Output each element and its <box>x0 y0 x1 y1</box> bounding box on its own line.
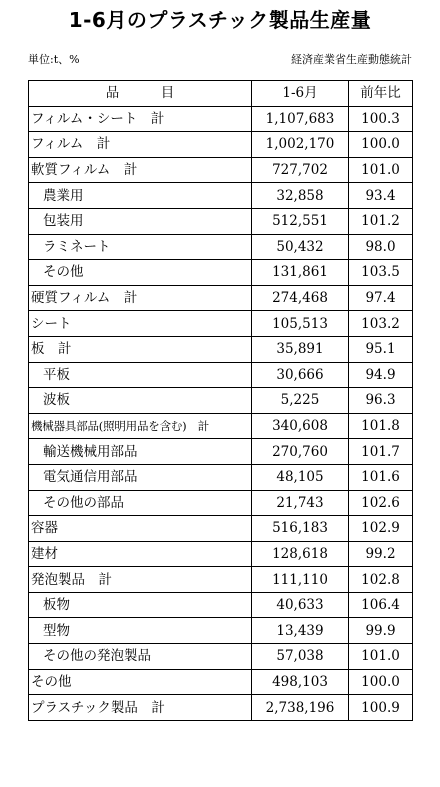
row-item: シート <box>29 311 252 337</box>
row-ratio: 101.7 <box>349 439 413 465</box>
table-row <box>29 311 413 337</box>
table-row <box>29 106 413 132</box>
row-ratio: 97.4 <box>349 285 413 311</box>
row-ratio: 101.2 <box>349 208 413 234</box>
table-row <box>29 362 413 388</box>
row-ratio: 98.0 <box>349 234 413 260</box>
row-item: 板物 <box>29 592 252 618</box>
row-value: 111,110 <box>252 567 349 593</box>
table-row <box>29 644 413 670</box>
row-value: 21,743 <box>252 490 349 516</box>
row-value: 35,891 <box>252 336 349 362</box>
table-row <box>29 208 413 234</box>
row-value: 1,107,683 <box>252 106 349 132</box>
table-row <box>29 516 413 542</box>
table-row <box>29 567 413 593</box>
row-value: 340,608 <box>252 413 349 439</box>
row-ratio: 101.0 <box>349 157 413 183</box>
row-value: 270,760 <box>252 439 349 465</box>
row-value: 105,513 <box>252 311 349 337</box>
row-item: 型物 <box>29 618 252 644</box>
table-row <box>29 336 413 362</box>
table-row <box>29 695 413 721</box>
row-ratio: 106.4 <box>349 592 413 618</box>
row-ratio: 96.3 <box>349 388 413 414</box>
row-item: 包装用 <box>29 208 252 234</box>
row-item: ラミネート <box>29 234 252 260</box>
row-value: 516,183 <box>252 516 349 542</box>
row-item: その他 <box>29 669 252 695</box>
row-ratio: 99.9 <box>349 618 413 644</box>
table-row <box>29 413 413 439</box>
row-item: 波板 <box>29 388 252 414</box>
row-item: その他 <box>29 260 252 286</box>
row-ratio: 100.3 <box>349 106 413 132</box>
header-ratio: 前年比 <box>349 81 413 107</box>
row-value: 50,432 <box>252 234 349 260</box>
row-ratio: 100.0 <box>349 132 413 158</box>
row-item: 容器 <box>29 516 252 542</box>
row-value: 32,858 <box>252 183 349 209</box>
table-row <box>29 260 413 286</box>
table-row <box>29 132 413 158</box>
row-value: 30,666 <box>252 362 349 388</box>
row-ratio: 102.6 <box>349 490 413 516</box>
row-ratio: 100.9 <box>349 695 413 721</box>
source-note: 経済産業省生産動態統計 <box>291 53 412 66</box>
unit-note: 単位:t、% <box>28 53 80 66</box>
row-item: プラスチック製品 計 <box>29 695 252 721</box>
row-item: 平板 <box>29 362 252 388</box>
table-row <box>29 618 413 644</box>
row-ratio: 94.9 <box>349 362 413 388</box>
row-item: フィルム 計 <box>29 132 252 158</box>
row-item: 板 計 <box>29 336 252 362</box>
production-table <box>28 80 413 721</box>
table-row <box>29 490 413 516</box>
row-value: 40,633 <box>252 592 349 618</box>
table-row <box>29 157 413 183</box>
row-value: 128,618 <box>252 541 349 567</box>
row-value: 274,468 <box>252 285 349 311</box>
row-item: 輸送機械用部品 <box>29 439 252 465</box>
table-row <box>29 541 413 567</box>
row-ratio: 100.0 <box>349 669 413 695</box>
row-item: 軟質フィルム 計 <box>29 157 252 183</box>
row-ratio: 101.0 <box>349 644 413 670</box>
row-ratio: 101.8 <box>349 413 413 439</box>
row-item: その他の発泡製品 <box>29 644 252 670</box>
header-value: 1-6月 <box>252 81 349 107</box>
row-ratio: 102.9 <box>349 516 413 542</box>
row-ratio: 95.1 <box>349 336 413 362</box>
table-row <box>29 234 413 260</box>
row-value: 131,861 <box>252 260 349 286</box>
row-value: 13,439 <box>252 618 349 644</box>
row-value: 1,002,170 <box>252 132 349 158</box>
table-row <box>29 439 413 465</box>
header-item: 品 目 <box>29 81 252 107</box>
row-ratio: 103.5 <box>349 260 413 286</box>
table-row <box>29 388 413 414</box>
row-ratio: 93.4 <box>349 183 413 209</box>
row-item: 建材 <box>29 541 252 567</box>
row-item: 発泡製品 計 <box>29 567 252 593</box>
row-value: 727,702 <box>252 157 349 183</box>
row-value: 48,105 <box>252 464 349 490</box>
row-item: 硬質フィルム 計 <box>29 285 252 311</box>
table-row <box>29 669 413 695</box>
row-item: その他の部品 <box>29 490 252 516</box>
row-value: 498,103 <box>252 669 349 695</box>
table-row <box>29 183 413 209</box>
row-item: 農業用 <box>29 183 252 209</box>
row-value: 2,738,196 <box>252 695 349 721</box>
row-ratio: 103.2 <box>349 311 413 337</box>
row-value: 57,038 <box>252 644 349 670</box>
row-ratio: 101.6 <box>349 464 413 490</box>
page-title: 1-6月のプラスチック製品生産量 <box>68 8 372 32</box>
row-ratio: 99.2 <box>349 541 413 567</box>
table-header-row <box>29 81 413 107</box>
table-row <box>29 592 413 618</box>
row-item: 機械器具部品(照明用品を含む) 計 <box>29 413 252 439</box>
row-value: 512,551 <box>252 208 349 234</box>
table-row <box>29 285 413 311</box>
table-row <box>29 464 413 490</box>
row-ratio: 102.8 <box>349 567 413 593</box>
row-item: 電気通信用部品 <box>29 464 252 490</box>
row-value: 5,225 <box>252 388 349 414</box>
row-item: フィルム・シート 計 <box>29 106 252 132</box>
